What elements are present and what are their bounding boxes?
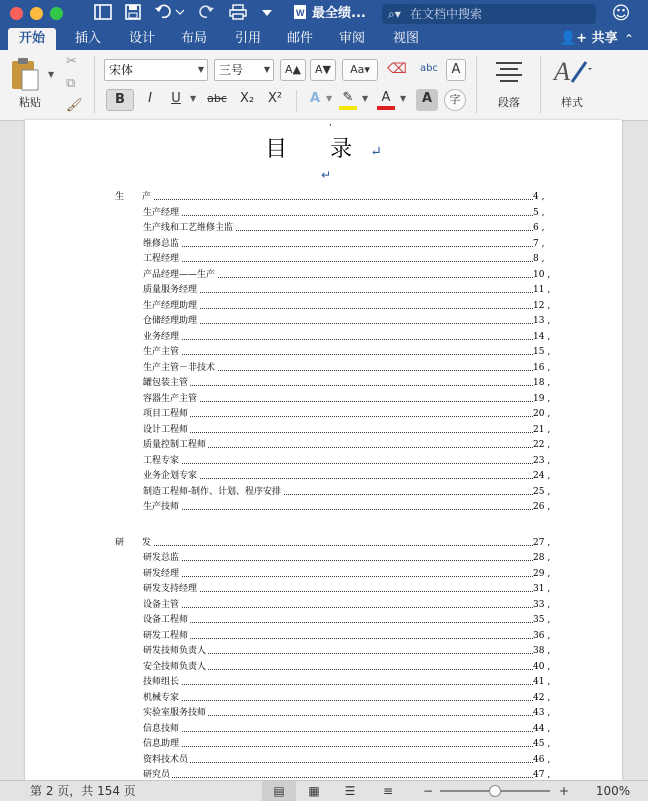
toc-page-number: 38 , xyxy=(533,646,551,656)
toc-page-number: 31 , xyxy=(533,584,551,594)
toc-entry[interactable] xyxy=(25,768,622,780)
toc-entry-text: 质量控制工程师 xyxy=(143,440,207,450)
toc-entry[interactable] xyxy=(25,345,622,359)
share-button[interactable] xyxy=(560,28,618,50)
tab-references[interactable]: 引用 xyxy=(234,31,261,46)
styles-icon xyxy=(552,56,592,88)
toc-leader xyxy=(145,246,533,247)
toc-title xyxy=(25,132,622,163)
toc-entry[interactable] xyxy=(25,644,622,658)
toc-leader xyxy=(145,746,533,747)
toc-leader xyxy=(145,292,533,293)
toc-entry[interactable] xyxy=(25,407,622,421)
toc-heading-text: 生 产 xyxy=(115,192,152,202)
font-color-label: A xyxy=(381,90,391,105)
ribbon-home xyxy=(0,50,648,121)
toc-page-number: 23 , xyxy=(533,455,551,466)
toc-page-number: 22 , xyxy=(533,440,551,450)
toc-entry-text: 罐包装主管 xyxy=(143,378,189,388)
toc-entry[interactable] xyxy=(25,423,622,437)
toc-entry[interactable] xyxy=(25,567,622,581)
toc-entry[interactable] xyxy=(25,221,622,235)
tab-view[interactable]: 视图 xyxy=(392,31,419,46)
toc-page-number: 44 , xyxy=(533,723,551,734)
svg-text:A: A xyxy=(554,57,570,86)
subscript-button[interactable]: X₂ xyxy=(239,91,255,106)
format-painter-icon[interactable]: 🖌 xyxy=(66,98,83,113)
toc-entry[interactable] xyxy=(25,438,622,452)
status-bar xyxy=(0,780,648,801)
toc-leader xyxy=(145,401,533,402)
toc-page-number: 14 , xyxy=(533,331,551,342)
toc-entry-text: 设备主管 xyxy=(143,599,180,610)
toc-page-number: 4 , xyxy=(533,192,545,202)
redo-icon[interactable] xyxy=(196,4,218,24)
tab-review[interactable]: 审阅 xyxy=(338,31,365,46)
toc-entry-text: 生产主管 xyxy=(143,347,180,357)
toc-page-number: 16 , xyxy=(533,362,551,373)
font-color-bar xyxy=(377,106,395,110)
web-layout-view-icon[interactable]: ▦ xyxy=(308,784,320,798)
toc-heading-row[interactable] xyxy=(25,536,622,550)
toc-entry[interactable] xyxy=(25,629,622,643)
toc-entry[interactable] xyxy=(25,376,622,390)
toc-leader xyxy=(145,762,533,763)
bold-button[interactable]: B xyxy=(106,89,134,111)
toc-entry-text: 研发支持经理 xyxy=(143,584,198,594)
font-name-dropdown-icon: ▼ xyxy=(197,65,204,74)
toc-heading-row[interactable] xyxy=(25,190,622,204)
zoom-slider[interactable] xyxy=(440,790,550,792)
change-case-label: Aa xyxy=(350,63,365,76)
paragraph-mark: , xyxy=(329,120,332,128)
toc-entry-text: 生产经理助理 xyxy=(143,300,198,311)
toc-entry-text: 信息技师 xyxy=(143,723,180,734)
divider xyxy=(540,56,541,114)
title-bar xyxy=(0,0,648,28)
toc-leader xyxy=(145,416,533,417)
copy-icon[interactable]: ⧉ xyxy=(66,76,76,91)
toc-leader xyxy=(145,478,533,479)
toc-leader xyxy=(145,323,533,324)
toc-page-number: 19 , xyxy=(533,393,551,404)
divider xyxy=(476,56,477,114)
grow-font-button[interactable]: A▲ xyxy=(280,59,306,81)
save-icon[interactable] xyxy=(122,4,144,24)
document-page[interactable] xyxy=(25,120,622,780)
toc-entry[interactable] xyxy=(25,551,622,565)
toc-entry-text: 信息助理 xyxy=(143,739,180,749)
toc-leader xyxy=(145,607,533,608)
toc-page-number: 11 , xyxy=(533,285,551,295)
print-icon[interactable] xyxy=(226,4,250,24)
toc-page-number: 15 , xyxy=(533,347,551,357)
toc-entry[interactable] xyxy=(25,392,622,406)
text-effects-button[interactable]: A xyxy=(309,91,321,106)
toc-entry-text: 技师组长 xyxy=(143,677,180,687)
toc-entry-text: 研究员 xyxy=(143,770,171,780)
word-document-icon xyxy=(290,4,310,24)
toc-leader xyxy=(145,638,533,639)
character-border-button[interactable]: A xyxy=(446,59,466,81)
toc-page-number: 35 , xyxy=(533,615,551,625)
share-label: 共享 xyxy=(591,31,618,46)
text-effects-dropdown-icon[interactable]: ▼ xyxy=(326,94,333,103)
toc-entry-text: 容器生产主管 xyxy=(143,393,198,404)
highlight-button[interactable] xyxy=(336,89,360,111)
document-title: 最全绩... xyxy=(312,6,366,21)
change-case-button[interactable]: Aa▾ xyxy=(342,59,378,81)
toc-title-text: 目 录 xyxy=(265,137,371,162)
paste-label: 粘贴 xyxy=(19,96,41,109)
toc-entry-text: 业务经理 xyxy=(143,331,180,342)
toc-leader xyxy=(145,199,533,200)
toc-leader xyxy=(145,339,533,340)
italic-button[interactable]: I xyxy=(148,91,152,106)
zoom-out-icon[interactable]: − xyxy=(422,784,434,798)
toc-entry-text: 产品经理——生产 xyxy=(143,269,216,280)
toc-entry[interactable] xyxy=(25,454,622,468)
toc-entry[interactable] xyxy=(25,706,622,720)
ribbon-tabs xyxy=(0,28,648,50)
collapse-ribbon-icon[interactable]: ⌃ xyxy=(623,32,635,46)
toc-entry-text: 安全技师负责人 xyxy=(143,661,207,672)
toc-page-number: 21 , xyxy=(533,424,551,435)
highlighter-icon: ✎ xyxy=(342,90,354,105)
toc-leader xyxy=(145,591,533,592)
toc-page-number: 41 , xyxy=(533,677,551,687)
toc-page-number: 13 , xyxy=(533,316,551,326)
toc-page-number: 18 , xyxy=(533,378,551,388)
paste-dropdown-icon[interactable]: ▼ xyxy=(48,70,55,79)
toc-leader xyxy=(145,560,533,561)
toc-page-number: 5 , xyxy=(533,207,545,218)
font-size-value: 三号 xyxy=(219,63,244,77)
sidebar-toggle-icon[interactable] xyxy=(92,4,114,24)
zoom-slider-thumb[interactable] xyxy=(489,785,501,797)
toc-entry[interactable] xyxy=(25,598,622,612)
toc-leader xyxy=(145,432,533,433)
toc-entry[interactable] xyxy=(25,691,622,705)
close-window-button[interactable] xyxy=(10,7,23,20)
paragraph-icon xyxy=(494,60,524,82)
superscript-button[interactable]: X² xyxy=(267,91,283,106)
paste-button[interactable] xyxy=(8,56,50,96)
font-size-dropdown-icon: ▼ xyxy=(263,65,270,74)
toc-entry[interactable] xyxy=(25,675,622,689)
font-size-combo[interactable] xyxy=(214,59,274,81)
toc-page-number: 36 , xyxy=(533,630,551,641)
toc-page-number: 26 , xyxy=(533,502,551,512)
toc-entry[interactable] xyxy=(25,582,622,596)
toc-page-number: 28 , xyxy=(533,553,551,563)
tab-layout[interactable]: 布局 xyxy=(180,31,207,46)
toc-page-number: 27 , xyxy=(533,537,551,548)
toc-page-number: 24 , xyxy=(533,471,551,481)
toc-leader xyxy=(145,576,533,577)
smiley-icon[interactable]: ☺ xyxy=(611,3,631,24)
toc-entry[interactable] xyxy=(25,722,622,736)
toc-entry-text: 生产线和工艺维修主监 xyxy=(143,223,234,233)
toc-entry[interactable] xyxy=(25,237,622,251)
divider xyxy=(296,90,297,112)
toc-entry[interactable] xyxy=(25,299,622,313)
clear-formatting-icon[interactable]: ⌫ xyxy=(387,61,407,77)
search-field[interactable] xyxy=(382,4,596,24)
toc-page-number: 42 , xyxy=(533,692,551,703)
toc-entry[interactable] xyxy=(25,500,622,514)
toc-leader xyxy=(145,777,533,778)
toc-entry[interactable] xyxy=(25,268,622,282)
toc-entry[interactable] xyxy=(25,485,622,499)
toc-page-number: 29 , xyxy=(533,568,551,579)
draft-view-icon[interactable]: ≡ xyxy=(382,784,394,798)
toc-entry[interactable] xyxy=(25,361,622,375)
toc-entry-text: 研发工程师 xyxy=(143,630,189,641)
zoom-percent[interactable]: 100% xyxy=(595,784,631,798)
strikethrough-button[interactable]: abc xyxy=(207,92,227,105)
minimize-window-button[interactable] xyxy=(30,7,43,20)
character-shading-button[interactable]: A xyxy=(416,89,438,111)
toc-entry[interactable] xyxy=(25,206,622,220)
toc-entry[interactable] xyxy=(25,330,622,344)
toc-page-number: 8 , xyxy=(533,254,545,264)
toc-leader xyxy=(145,354,533,355)
toc-page-number: 47 , xyxy=(533,770,551,780)
toc-page-number: 43 , xyxy=(533,708,551,718)
toc-leader xyxy=(145,509,533,510)
toc-page-number: 46 , xyxy=(533,754,551,765)
toc-entry-text: 设备工程师 xyxy=(143,615,189,625)
toc-entry-text: 维修总监 xyxy=(143,238,180,249)
toc-entry[interactable] xyxy=(25,613,622,627)
highlight-dropdown-icon[interactable]: ▼ xyxy=(362,94,369,103)
toc-leader xyxy=(145,308,533,309)
toc-leader xyxy=(145,261,533,262)
customize-toolbar-icon[interactable] xyxy=(258,4,276,24)
styles-button[interactable] xyxy=(552,56,592,90)
toc-entry-text: 仓储经理助理 xyxy=(143,316,198,326)
page-count[interactable]: 第 2 页，共 154 页 xyxy=(30,784,136,798)
toc-heading-text: 研 发 xyxy=(115,537,152,548)
add-person-icon: 👤+ xyxy=(560,31,588,46)
toc-page-number: 45 , xyxy=(533,739,551,749)
toc-page-number: 40 , xyxy=(533,661,551,672)
zoom-window-button[interactable] xyxy=(50,7,63,20)
tab-insert[interactable]: 插入 xyxy=(74,31,101,46)
search-placeholder: 在文档中搜索 xyxy=(410,7,483,21)
toc-entry[interactable] xyxy=(25,469,622,483)
font-name-combo[interactable] xyxy=(104,59,208,81)
font-color-dropdown-icon[interactable]: ▼ xyxy=(400,94,407,103)
toc-entry-text: 机械专家 xyxy=(143,692,180,703)
toc-leader xyxy=(145,385,533,386)
font-color-button[interactable] xyxy=(374,89,398,111)
toc-page-number: 7 , xyxy=(533,238,545,249)
toc-entry[interactable] xyxy=(25,660,622,674)
clipboard-icon xyxy=(8,56,42,92)
toc-leader xyxy=(145,215,533,216)
outline-view-icon[interactable]: ☰ xyxy=(344,784,356,798)
toc-page-number: 12 , xyxy=(533,300,551,311)
toc-entry-text: 工程专家 xyxy=(143,455,180,466)
toc-page-number: 10 , xyxy=(533,269,551,280)
toc-entry[interactable] xyxy=(25,753,622,767)
toc-leader xyxy=(145,463,533,464)
toc-page-number: 20 , xyxy=(533,409,551,419)
highlight-color-bar xyxy=(339,106,357,110)
tab-home[interactable]: 开始 xyxy=(8,28,56,50)
font-name-value: 宋体 xyxy=(109,63,134,77)
toc-entry-text: 业务企划专家 xyxy=(143,471,198,481)
toc-leader xyxy=(145,622,533,623)
toc-entry[interactable] xyxy=(25,737,622,751)
toc-entry-text: 研发技师负责人 xyxy=(143,646,207,656)
toc-entry-text: 研发总监 xyxy=(143,553,180,563)
divider xyxy=(94,56,95,114)
print-layout-view-icon[interactable]: ▤ xyxy=(262,781,296,801)
toc-entry-text: 生产经理 xyxy=(143,207,180,218)
undo-icon[interactable] xyxy=(152,4,186,24)
paragraph-mark: ↵ xyxy=(370,144,382,160)
styles-label: 样式 xyxy=(561,96,583,109)
toc-entry-text: 资料技术员 xyxy=(143,754,189,765)
toc-page-number: 33 , xyxy=(533,599,551,610)
cut-icon[interactable]: ✂ xyxy=(66,54,77,69)
search-icon: ⌕▾ xyxy=(388,7,401,21)
toc-entry-text: 研发经理 xyxy=(143,568,180,579)
tab-design[interactable]: 设计 xyxy=(128,31,155,46)
toc-entry-text: 设计工程师 xyxy=(143,424,189,435)
toc-entry-text: 生产主管－非技术 xyxy=(143,362,216,373)
toc-leader xyxy=(145,700,533,701)
toc-entry[interactable] xyxy=(25,314,622,328)
toc-entry-text: 生产技师 xyxy=(143,502,180,512)
toc-entry-text: 工程经理 xyxy=(143,254,180,264)
underline-button[interactable]: U xyxy=(171,91,181,106)
toc-leader xyxy=(145,731,533,732)
shrink-font-button[interactable]: A▼ xyxy=(310,59,336,81)
toc-entry-text: 制造工程师-制作、计划、程序安排 xyxy=(143,486,282,497)
toc-entry-text: 项目工程师 xyxy=(143,409,189,419)
toc-entry-text: 质量服务经理 xyxy=(143,285,198,295)
zoom-in-icon[interactable]: + xyxy=(558,784,570,798)
toc-page-number: 6 , xyxy=(533,223,545,233)
paragraph-label: 段落 xyxy=(498,96,520,109)
toc-entry[interactable] xyxy=(25,283,622,297)
tab-mailings[interactable]: 邮件 xyxy=(286,31,313,46)
toc-leader xyxy=(145,684,533,685)
svg-text:W: W xyxy=(296,8,305,18)
toc-entry-text: 实验室服务技师 xyxy=(143,708,207,718)
enclose-characters-button[interactable]: 字 xyxy=(444,89,466,111)
paragraph-mark: ↵ xyxy=(321,168,332,182)
underline-dropdown-icon[interactable]: ▼ xyxy=(190,94,197,103)
toc-page-number: 25 , xyxy=(533,486,551,497)
paragraph-button[interactable] xyxy=(494,60,524,86)
toc-entry[interactable] xyxy=(25,252,622,266)
phonetic-guide-button[interactable]: abc xyxy=(420,63,438,74)
toc-leader xyxy=(145,545,533,546)
